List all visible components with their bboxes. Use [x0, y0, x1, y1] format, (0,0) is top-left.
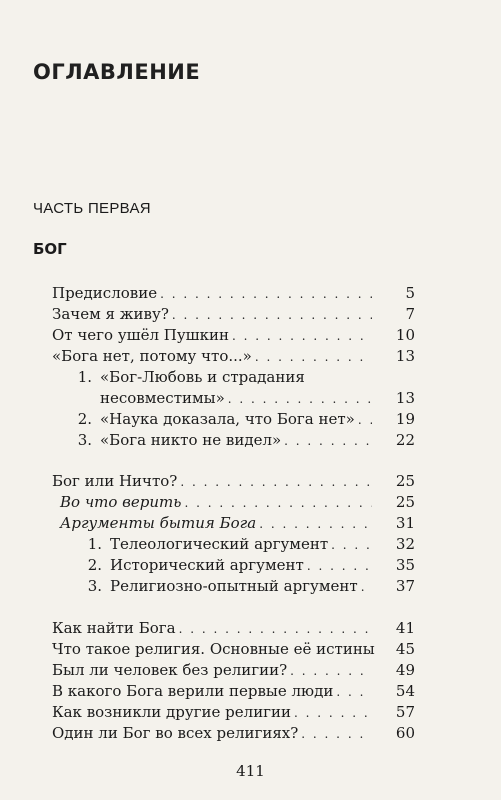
entry-page: 35 — [395, 556, 415, 574]
leader-dots — [255, 347, 372, 367]
leader-dots — [358, 410, 372, 430]
leader-dots — [294, 703, 372, 723]
toc-entry — [52, 660, 415, 681]
entry-number: 1. — [87, 535, 102, 553]
entry-page: 22 — [395, 431, 415, 449]
entry-label: «Бога никто не видел» — [100, 431, 282, 449]
entry-page: 31 — [395, 514, 415, 532]
entry-page: 25 — [395, 472, 415, 490]
entry-label: Бог или Ничто? — [52, 472, 178, 490]
toc-heading: ОГЛАВЛЕНИЕ — [33, 60, 201, 84]
entry-label: Один ли Бог во всех религиях? — [52, 724, 299, 742]
entry-label: «Бога нет, потому что...» — [52, 347, 252, 365]
toc-entry — [60, 513, 415, 534]
toc-entry — [52, 723, 415, 744]
entry-page: 25 — [395, 493, 415, 511]
leader-dots — [180, 472, 372, 492]
entry-number: 3. — [77, 431, 92, 449]
leader-dots — [284, 431, 372, 451]
leader-dots — [290, 661, 372, 681]
entry-label: Аргументы бытия Бога — [60, 514, 257, 532]
entry-label: Религиозно-опытный аргумент — [110, 577, 358, 595]
leader-dots — [228, 389, 372, 409]
entry-page: 45 — [395, 640, 415, 658]
entry-page: 57 — [395, 703, 415, 721]
entry-label: Как найти Бога — [52, 619, 176, 637]
entry-page: 10 — [395, 326, 415, 344]
leader-dots — [259, 514, 372, 534]
entry-number: 3. — [87, 577, 102, 595]
toc-subentry — [70, 367, 415, 387]
leader-dots — [160, 284, 372, 304]
entry-label: От чего ушёл Пушкин — [52, 326, 229, 344]
leader-dots — [331, 535, 372, 555]
entry-label: Предисловие — [52, 284, 158, 302]
leader-dots — [232, 326, 372, 346]
leader-dots — [361, 577, 372, 597]
entry-label: Во что верить — [60, 493, 182, 511]
toc-entry — [52, 325, 415, 346]
entry-page: 49 — [395, 661, 415, 679]
toc-entry — [52, 346, 415, 367]
leader-dots — [307, 556, 372, 576]
toc-subentry — [80, 555, 415, 576]
entry-label: «Бог-Любовь и страдания — [100, 368, 305, 386]
entry-page: 41 — [395, 619, 415, 637]
entry-page: 60 — [395, 724, 415, 742]
toc-entry — [52, 639, 415, 660]
entry-page: 5 — [405, 284, 415, 302]
leader-dots — [336, 682, 372, 702]
toc-entry — [60, 492, 415, 513]
entry-label: Был ли человек без религии? — [52, 661, 288, 679]
section-title: БОГ — [33, 240, 67, 258]
toc-entry — [52, 471, 415, 492]
entry-label: Исторический аргумент — [110, 556, 304, 574]
toc-subentry — [80, 576, 415, 597]
entry-label: В какого Бога верили первые люди — [52, 682, 334, 700]
toc-entry — [52, 681, 415, 702]
toc-entry-preface — [52, 283, 415, 304]
entry-number: 2. — [77, 410, 92, 428]
entry-page: 13 — [395, 347, 415, 365]
toc-entry — [52, 618, 415, 639]
entry-label: Зачем я живу? — [52, 305, 169, 323]
toc-subentry-continued — [100, 388, 415, 409]
toc-entry — [52, 304, 415, 325]
entry-page: 13 — [395, 389, 415, 407]
toc-subentry — [70, 409, 415, 430]
entry-page: 37 — [395, 577, 415, 595]
entry-number: 2. — [87, 556, 102, 574]
entry-label: Как возникли другие религии — [52, 703, 292, 721]
part-title: ЧАСТЬ ПЕРВАЯ — [33, 200, 151, 217]
entry-number: 1. — [77, 368, 92, 386]
entry-label: Телеологический аргумент — [110, 535, 329, 553]
entry-page: 32 — [395, 535, 415, 553]
toc-subentry — [70, 430, 415, 451]
toc-entry — [52, 702, 415, 723]
page-number: 411 — [236, 762, 265, 780]
leader-dots — [172, 305, 372, 325]
toc-subentry — [80, 534, 415, 555]
leader-dots — [301, 724, 372, 744]
entry-page: 19 — [395, 410, 415, 428]
leader-dots — [179, 619, 372, 639]
entry-label: Что такое религия. Основные её истины — [52, 640, 375, 658]
leader-dots — [184, 493, 372, 513]
entry-page: 54 — [395, 682, 415, 700]
entry-page: 7 — [405, 305, 415, 323]
entry-label: несовместимы» — [100, 389, 225, 407]
entry-label: «Наука доказала, что Бога нет» — [100, 410, 355, 428]
